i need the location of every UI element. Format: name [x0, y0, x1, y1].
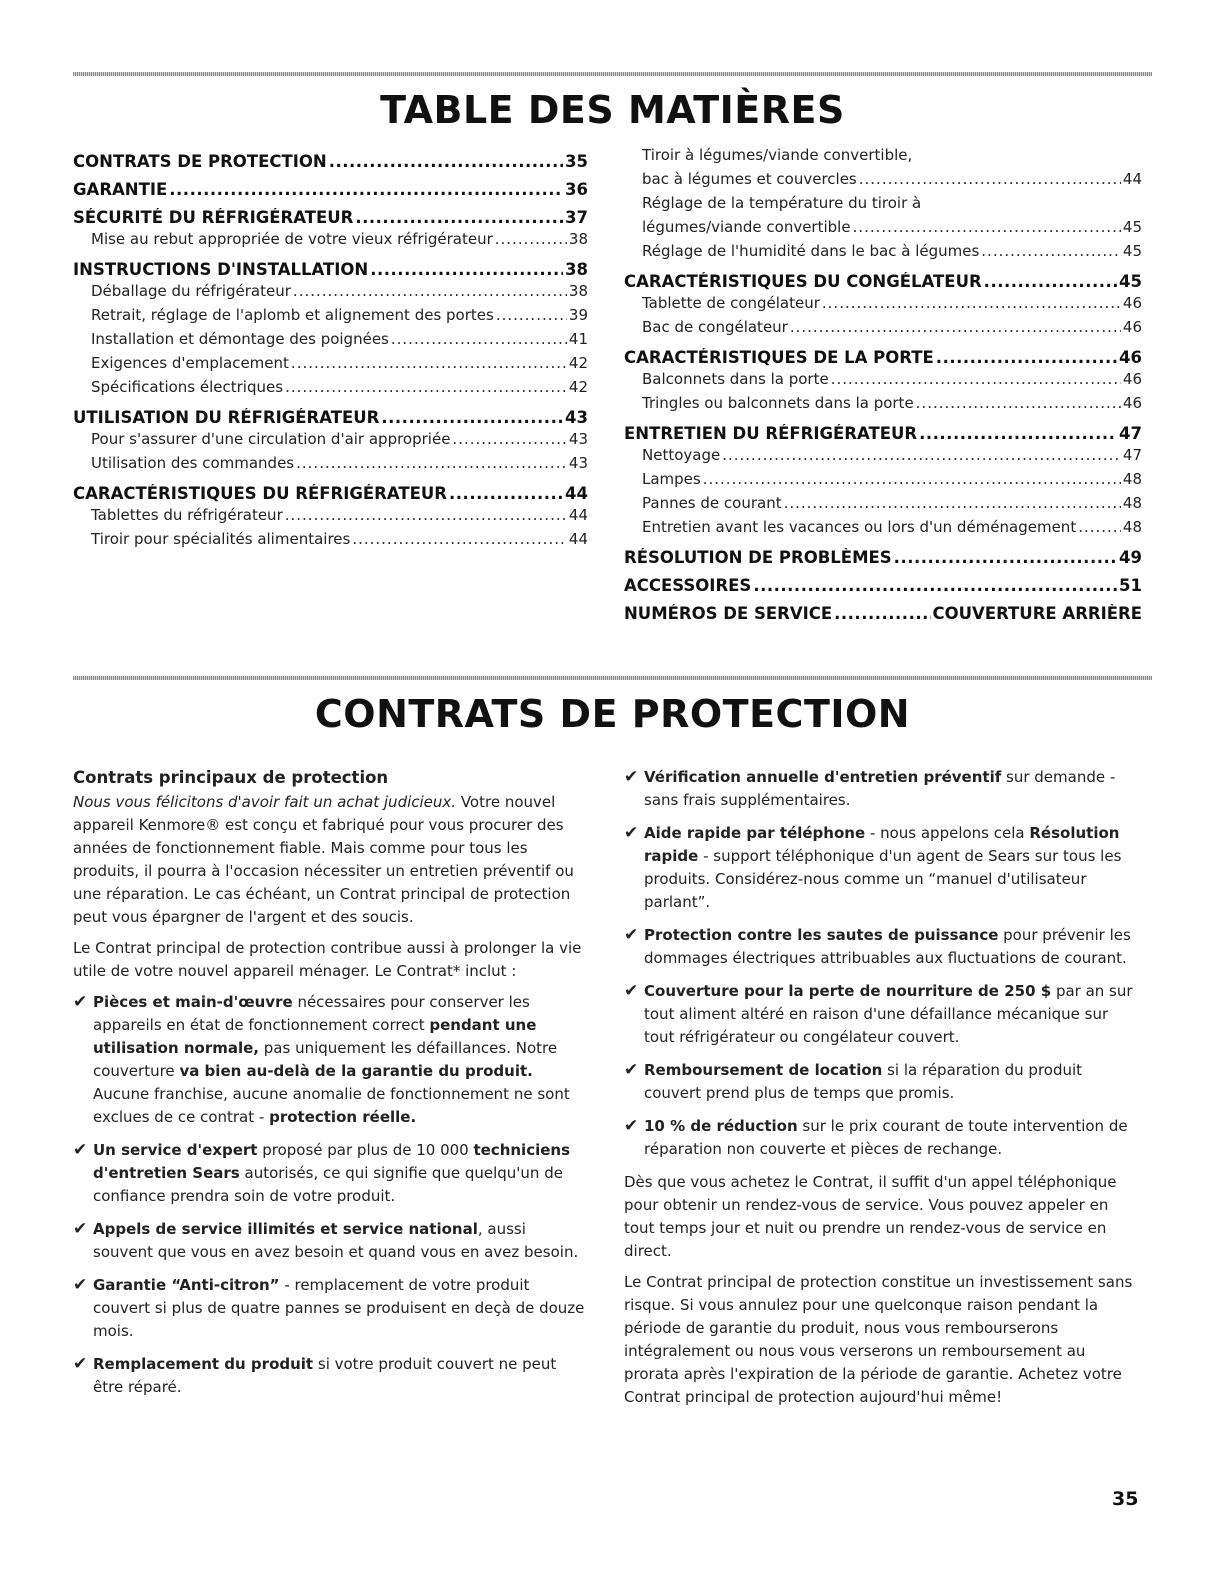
toc-leader-dots: [329, 152, 563, 171]
toc-subsection-entry[interactable]: [73, 330, 588, 354]
toc-leader-dots: [859, 170, 1121, 188]
checkmark-icon: ✔: [73, 992, 88, 1012]
toc-subsection-entry[interactable]: [73, 506, 588, 530]
toc-page-number: 48: [1122, 494, 1142, 512]
toc-section-entry[interactable]: [73, 180, 588, 202]
toc-page-number: 49: [1119, 548, 1142, 567]
toc-entry-label: Tiroir pour spécialités alimentaires: [91, 530, 351, 548]
benefit-bold-text: Appels de service illimités et service national: [93, 1220, 478, 1238]
toc-section-entry[interactable]: [73, 208, 588, 230]
toc-entry-line: Réglage de la température du tiroir à: [642, 194, 922, 212]
toc-page-number: 45: [1119, 272, 1142, 291]
toc-subsection-entry[interactable]: [73, 282, 588, 306]
middle-rule: [73, 676, 1152, 680]
checkmark-icon: ✔: [624, 981, 639, 1001]
toc-subsection-entry[interactable]: [624, 170, 1142, 194]
toc-page-number: 46: [1122, 370, 1142, 388]
toc-entry-label: CARACTÉRISTIQUES DU RÉFRIGÉRATEUR: [73, 484, 448, 503]
toc-entry-label: Entretien avant les vacances ou lors d'un déménagement: [642, 518, 1077, 536]
toc-subsection-entry[interactable]: [624, 218, 1142, 242]
toc-leader-dots: [919, 424, 1117, 443]
toc-entry-label: Installation et démontage des poignées: [91, 330, 389, 348]
benefit-item: [73, 991, 585, 1129]
benefit-text: sur demande - sans frais supplémentaires.: [644, 768, 1116, 809]
toc-leader-dots: [449, 484, 563, 503]
benefit-item: [73, 1274, 585, 1343]
benefit-list-right: [624, 766, 1142, 1161]
toc-leader-dots: [981, 242, 1121, 260]
toc-page-number: 47: [1122, 446, 1142, 464]
toc-entry-label: Exigences d'emplacement: [91, 354, 289, 372]
benefit-bold-text: protection réelle.: [269, 1108, 417, 1126]
toc-leader-dots: [834, 604, 930, 623]
toc-page-number: 46: [1119, 348, 1142, 367]
toc-left-column: [73, 146, 588, 554]
toc-page-number: 42: [568, 378, 588, 396]
toc-entry-label: Lampes: [642, 470, 701, 488]
toc-entry-label: ACCESSOIRES: [624, 576, 752, 595]
toc-entry-label: CONTRATS DE PROTECTION: [73, 152, 327, 171]
benefit-text: par an sur tout aliment altéré en raison d'une défaillance mécanique sur tout réfrigérateur ou congélateur couvert.: [644, 982, 1133, 1046]
toc-leader-dots: [822, 294, 1121, 312]
toc-leader-dots: [285, 506, 567, 524]
benefit-text: nécessaires pour conserver les appareils en état de fonctionnement correct: [93, 993, 530, 1034]
benefit-item: [624, 766, 1142, 812]
toc-section-entry[interactable]: [624, 272, 1142, 294]
toc-page-number: 48: [1122, 518, 1142, 536]
benefit-item: [624, 822, 1142, 914]
checkmark-icon: ✔: [73, 1219, 88, 1239]
toc-entry-label: CARACTÉRISTIQUES DU CONGÉLATEUR: [624, 272, 982, 291]
toc-page-number: 41: [568, 330, 588, 348]
toc-entry-label: Nettoyage: [642, 446, 721, 464]
intro-paragraph: [73, 791, 585, 929]
toc-right-column: [624, 146, 1142, 626]
toc-entry-label: INSTRUCTIONS D'INSTALLATION: [73, 260, 369, 279]
toc-page-number: 43: [568, 430, 588, 448]
toc-entry-label: Tablette de congélateur: [642, 294, 820, 312]
body-left-column: [73, 766, 585, 1409]
benefit-text: si la réparation du produit couvert prend plus de temps que promis.: [644, 1061, 1083, 1102]
toc-leader-dots: [916, 394, 1121, 412]
toc-entry-label: Pour s'assurer d'une circulation d'air appropriée: [91, 430, 451, 448]
checkmark-icon: ✔: [624, 925, 639, 945]
toc-page-number: 47: [1119, 424, 1142, 443]
checkmark-icon: ✔: [624, 1060, 639, 1080]
benefit-bold-text: Résolution rapide: [644, 824, 1120, 865]
benefit-item: [73, 1353, 585, 1399]
toc-entry-label: Tringles ou balconnets dans la porte: [642, 394, 914, 412]
toc-leader-dots: [370, 260, 563, 279]
toc-subsection-entry[interactable]: [624, 370, 1142, 394]
toc-leader-dots: [381, 408, 563, 427]
para-contract-includes: Le Contrat principal de protection contribue aussi à prolonger la vie utile de votre nouvel appareil ménager. Le Contrat* inclut :: [73, 939, 582, 980]
benefit-bold-text: Remboursement de location: [644, 1061, 883, 1079]
toc-leader-dots: [296, 454, 567, 472]
checkmark-icon: ✔: [624, 823, 639, 843]
intro-text: Votre nouvel appareil Kenmore® est conçu et fabriqué pour vous procurer des années de fonctionnement fiable. Mais comme pour tous les produits, il pourra à l'occasion nécessiter un entretien préventif ou une réparation. Le cas échéant, un Contrat principal de protection peut vous épargner de l'argent et des soucis.: [73, 793, 574, 926]
toc-leader-dots: [293, 282, 567, 300]
toc-subsection-entry[interactable]: [624, 518, 1142, 542]
toc-page-number: 39: [568, 306, 588, 324]
benefit-text: si votre produit couvert ne peut être réparé.: [93, 1355, 557, 1396]
toc-page-number: 38: [565, 260, 588, 279]
benefit-text: pas uniquement les défaillances. Notre couverture: [93, 1039, 558, 1080]
toc-subsection-entry[interactable]: [73, 354, 588, 378]
toc-leader-dots: [894, 548, 1117, 567]
benefit-text: autorisés, ce qui signifie que quelqu'un de confiance prendra soin de votre produit.: [93, 1164, 563, 1205]
toc-section-entry[interactable]: [73, 408, 588, 430]
toc-leader-dots: [1078, 518, 1121, 536]
benefit-item: [73, 1139, 585, 1208]
toc-subsection-entry[interactable]: [73, 454, 588, 478]
benefit-bold-text: Aide rapide par téléphone: [644, 824, 866, 842]
toc-page-number: 51: [1119, 576, 1142, 595]
toc-page-number: 44: [565, 484, 588, 503]
toc-leader-dots: [753, 576, 1117, 595]
benefit-item: [624, 1115, 1142, 1161]
benefit-text: - remplacement de votre produit couvert si plus de quatre pannes se produisent en deçà de douze mois.: [93, 1276, 585, 1340]
toc-leader-dots: [291, 354, 567, 372]
toc-entry-label: RÉSOLUTION DE PROBLÈMES: [624, 548, 892, 567]
toc-page-number: 48: [1122, 470, 1142, 488]
body-right-column: [624, 766, 1142, 1417]
benefit-text: Aucune franchise, aucune anomalie de fonctionnement ne sont exclues de ce contrat -: [93, 1085, 570, 1126]
toc-leader-dots: [722, 446, 1121, 464]
toc-subsection-entry[interactable]: [624, 394, 1142, 418]
toc-subsection-entry[interactable]: [624, 242, 1142, 266]
toc-entry-label: ENTRETIEN DU RÉFRIGÉRATEUR: [624, 424, 918, 443]
checkmark-icon: ✔: [73, 1354, 88, 1374]
toc-leader-dots: [495, 230, 567, 248]
toc-section-entry[interactable]: [624, 424, 1142, 446]
toc-page-number: 46: [1122, 294, 1142, 312]
toc-leader-dots: [790, 318, 1121, 336]
benefit-bold-text: Protection contre les sautes de puissance: [644, 926, 999, 944]
checkmark-icon: ✔: [73, 1275, 88, 1295]
benefit-bold-text: Pièces et main-d'œuvre: [93, 993, 293, 1011]
toc-page-number: 44: [1122, 170, 1142, 188]
benefit-bold-text: Couverture pour la perte de nourriture de 250 $: [644, 982, 1052, 1000]
benefit-bold-text: Un service d'expert: [93, 1141, 258, 1159]
toc-subsection-entry[interactable]: [624, 494, 1142, 518]
benefit-bold-text: Garantie “Anti-citron”: [93, 1276, 280, 1294]
toc-page-number: 38: [568, 282, 588, 300]
section-title: CONTRATS DE PROTECTION: [314, 692, 911, 736]
toc-page-number: 46: [1122, 318, 1142, 336]
benefit-item: [73, 1218, 585, 1264]
toc-page-number: 35: [565, 152, 588, 171]
toc-subsection-entry[interactable]: [73, 230, 588, 254]
toc-leader-dots: [936, 348, 1117, 367]
benefit-text: pour prévenir les dommages électriques attribuables aux fluctuations de courant.: [644, 926, 1131, 967]
benefit-text: - nous appelons cela: [865, 824, 1030, 842]
toc-page-number: 46: [1122, 394, 1142, 412]
toc-leader-dots: [352, 530, 567, 548]
benefit-text: sur le prix courant de toute intervention de réparation non couverte et pièces de rechange.: [644, 1117, 1128, 1158]
toc-entry-label: Tablettes du réfrigérateur: [91, 506, 283, 524]
benefit-item: [624, 1059, 1142, 1105]
toc-subsection-entry[interactable]: [73, 530, 588, 554]
toc-section-entry[interactable]: [73, 152, 588, 174]
benefit-bold-text: 10 % de réduction: [644, 1117, 798, 1135]
toc-page-number: 44: [568, 530, 588, 548]
toc-entry-label: Retrait, réglage de l'aplomb et alignement des portes: [91, 306, 494, 324]
toc-page-number: 42: [568, 354, 588, 372]
toc-title: TABLE DES MATIÈRES: [380, 88, 845, 132]
toc-page-number: 36: [565, 180, 588, 199]
intro-italic: Nous vous félicitons d'avoir fait un achat judicieux.: [73, 793, 457, 811]
toc-section-entry[interactable]: [624, 348, 1142, 370]
toc-page-number: 37: [565, 208, 588, 227]
toc-entry-label: GARANTIE: [73, 180, 168, 199]
para-appointment: Dès que vous achetez le Contrat, il suffit d'un appel téléphonique pour obtenir un rendez-vous de service. Vous pouvez appeler en tout temps jour et nuit ou prendre un rendez-vous de service en direct.: [624, 1173, 1117, 1260]
toc-entry-label: Réglage de l'humidité dans le bac à légumes: [642, 242, 980, 260]
toc-entry-label: Déballage du réfrigérateur: [91, 282, 291, 300]
toc-entry-label: légumes/viande convertible: [642, 218, 851, 236]
toc-page-number: COUVERTURE ARRIÈRE: [932, 604, 1142, 623]
toc-leader-dots: [703, 470, 1121, 488]
toc-entry-label: Balconnets dans la porte: [642, 370, 829, 388]
toc-leader-dots: [355, 208, 563, 227]
toc-subsection-entry[interactable]: [73, 430, 588, 454]
top-rule: [73, 72, 1152, 76]
benefit-bold-text: va bien au-delà de la garantie du produit.: [179, 1062, 533, 1080]
benefit-bold-text: Remplacement du produit: [93, 1355, 314, 1373]
toc-leader-dots: [285, 378, 567, 396]
toc-subsection-entry[interactable]: [624, 294, 1142, 318]
page-number: 35: [1112, 1488, 1139, 1510]
toc-leader-dots: [391, 330, 567, 348]
toc-section-entry[interactable]: [624, 548, 1142, 570]
toc-page-number: 43: [565, 408, 588, 427]
toc-entry-line: Tiroir à légumes/viande convertible,: [642, 146, 913, 164]
toc-leader-dots: [831, 370, 1121, 388]
toc-leader-dots: [984, 272, 1117, 291]
para-risk-free: Le Contrat principal de protection constitue un investissement sans risque. Si vous annulez pour une quelconque raison pendant la période de garantie du produit, nous vous rembourserons intégralement ou nous vous verserons un remboursement au prorata après l'expiration de la période de garantie. Achetez votre Contrat principal de protection aujourd'hui même!: [624, 1273, 1133, 1406]
toc-entry-label: Pannes de courant: [642, 494, 782, 512]
toc-entry-label: NUMÉROS DE SERVICE: [624, 604, 833, 623]
toc-page-number: 44: [568, 506, 588, 524]
benefit-bold-text: pendant une utilisation normale,: [93, 1016, 537, 1057]
toc-page-number: 43: [568, 454, 588, 472]
toc-page-number: 38: [568, 230, 588, 248]
toc-subsection-entry[interactable]: [624, 470, 1142, 494]
section-subtitle: Contrats principaux de protection: [73, 768, 389, 787]
toc-entry-label: CARACTÉRISTIQUES DE LA PORTE: [624, 348, 934, 367]
toc-section-entry[interactable]: [73, 484, 588, 506]
benefit-item: [624, 980, 1142, 1049]
toc-page-number: 45: [1122, 242, 1142, 260]
toc-entry-label: Mise au rebut appropriée de votre vieux réfrigérateur: [91, 230, 493, 248]
toc-leader-dots: [496, 306, 567, 324]
toc-page-number: 45: [1122, 218, 1142, 236]
benefit-item: [624, 924, 1142, 970]
toc-entry-label: Spécifications électriques: [91, 378, 284, 396]
toc-entry-label: Utilisation des commandes: [91, 454, 295, 472]
toc-section-entry[interactable]: [73, 260, 588, 282]
checkmark-icon: ✔: [624, 767, 639, 787]
toc-leader-dots: [784, 494, 1121, 512]
toc-entry-label: UTILISATION DU RÉFRIGÉRATEUR: [73, 408, 380, 427]
toc-subsection-entry[interactable]: [624, 446, 1142, 470]
benefit-text: - support téléphonique d'un agent de Sears sur tous les produits. Considérez-nous comme un “manuel d'utilisateur parlant”.: [644, 847, 1122, 911]
toc-entry-label: bac à légumes et couvercles: [642, 170, 857, 188]
toc-section-entry[interactable]: [624, 604, 1142, 626]
benefit-bold-text: Vérification annuelle d'entretien préventif: [644, 768, 1002, 786]
toc-subsection-entry[interactable]: [73, 306, 588, 330]
toc-section-entry[interactable]: [624, 576, 1142, 598]
toc-entry-label: Bac de congélateur: [642, 318, 788, 336]
benefit-list-left: [73, 991, 585, 1399]
toc-subsection-entry[interactable]: [624, 318, 1142, 342]
benefit-text: , aussi souvent que vous en avez besoin et quand vous en avez besoin.: [93, 1220, 579, 1261]
benefit-bold-text: techniciens d'entretien Sears: [93, 1141, 571, 1182]
toc-leader-dots: [853, 218, 1121, 236]
toc-leader-dots: [169, 180, 563, 199]
benefit-text: proposé par plus de 10 000: [257, 1141, 474, 1159]
toc-leader-dots: [452, 430, 566, 448]
checkmark-icon: ✔: [624, 1116, 639, 1136]
toc-subsection-entry[interactable]: [73, 378, 588, 402]
checkmark-icon: ✔: [73, 1140, 88, 1160]
toc-entry-label: SÉCURITÉ DU RÉFRIGÉRATEUR: [73, 208, 354, 227]
